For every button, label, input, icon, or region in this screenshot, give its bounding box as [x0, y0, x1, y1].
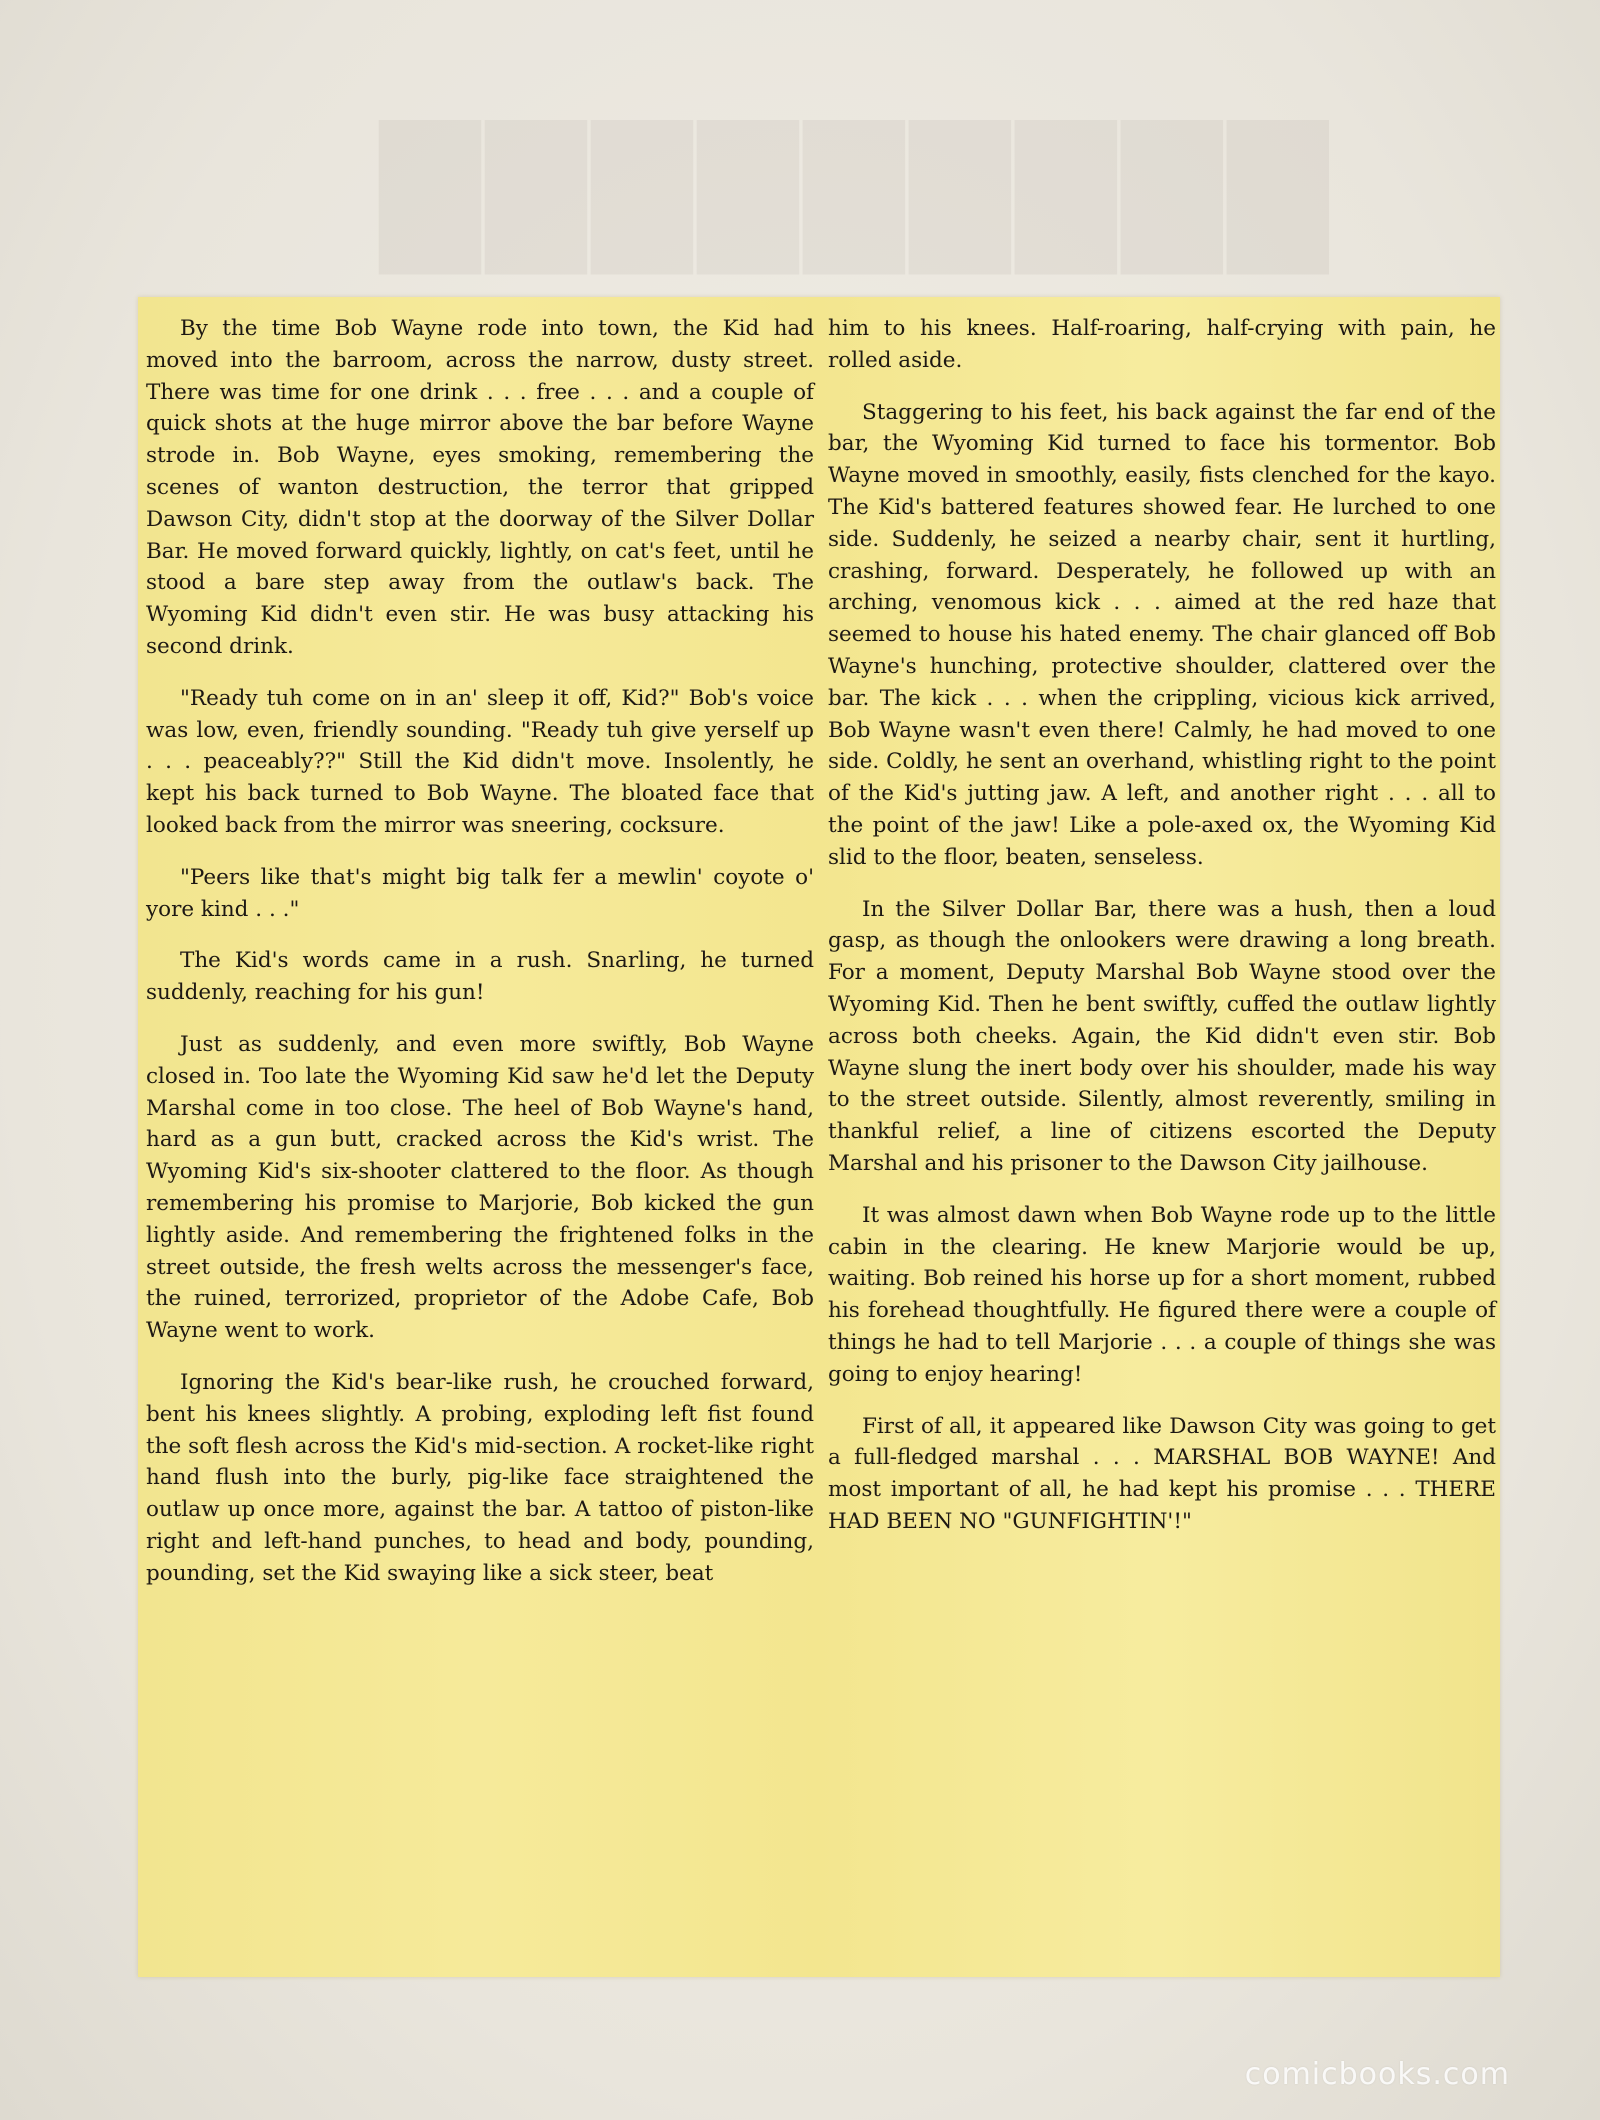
paragraph: "Ready tuh come on in an' sleep it off, Kid?" Bob's voice was low, even, friendly sounding. "Ready tuh give yerself up . . . peaceably??" Still the Kid didn't move. Insolently, he kept his back turned to Bob Wayne. The bloated face that looked back from the mirror was sneering, cocksure. — [146, 685, 814, 838]
paragraph: First of all, it appeared like Dawson City was going to get a full-fledged marshal . . . MARSHAL BOB WAYNE! And most important of all, he had kept his promise . . . THERE HAD BEEN NO "GUNFIGHTIN'!" — [828, 1413, 1496, 1534]
paragraph: By the time Bob Wayne rode into town, the Kid had moved into the barroom, across the narrow, dusty street. There was time for one drink . . . free . . . and a couple of quick shots at the huge mirror above the bar before Wayne strode in. Bob Wayne, eyes smoking, remembering the scenes of wanton destruction, the terror that gripped Dawson City, didn't stop at the doorway of the Silver Dollar Bar. He moved forward quickly, lightly, on cat's feet, until he stood a bare step away from the outlaw's back. The Wyoming Kid didn't even stir. He was busy attacking his second drink. — [146, 316, 814, 659]
story-text-panel — [138, 297, 1500, 1977]
site-watermark: comicbooks.com — [1244, 2057, 1510, 2092]
right-text-column — [828, 313, 1496, 1558]
left-text-column — [146, 313, 814, 1609]
faded-show-through-title: █████████ — [380, 120, 1334, 273]
paragraph: In the Silver Dollar Bar, there was a hush, then a loud gasp, as though the onlookers were drawing a long breath. For a moment, Deputy Marshal Bob Wayne stood over the Wyoming Kid. Then he bent swiftly, cuffed the outlaw lightly across both cheeks. Again, the Kid didn't even stir. Bob Wayne slung the inert body over his shoulder, made his way to the street outside. Silently, almost reverently, smiling in thankful relief, a line of citizens escorted the Deputy Marshal and his prisoner to the Dawson City jailhouse. — [828, 896, 1496, 1176]
paragraph: The Kid's words came in a rush. Snarling, he turned suddenly, reaching for his gun! — [146, 948, 814, 1006]
paragraph: Staggering to his feet, his back against the far end of the bar, the Wyoming Kid turned to face his tormentor. Bob Wayne moved in smoothly, easily, fists clenched for the kayo. The Kid's battered features showed fear. He lurched to one side. Suddenly, he seized a nearby chair, sent it hurtling, crashing, forward. Desperately, he followed up with an arching, venomous kick . . . aimed at the red haze that seemed to house his hated enemy. The chair glanced off Bob Wayne's hunching, protective shoulder, clattered over the bar. The kick . . . when the crippling, vicious kick arrived, Bob Wayne wasn't even there! Calmly, he had moved to one side. Coldly, he sent an overhand, whistling right to the point of the Kid's jutting jaw. A left, and another right . . . all to the point of the jaw! Like a pole-axed ox, the Wyoming Kid slid to the floor, beaten, senseless. — [828, 399, 1496, 870]
paragraph: Ignoring the Kid's bear-like rush, he crouched forward, bent his knees slightly. A probing, exploding left fist found the soft flesh across the Kid's mid-section. A rocket-like right hand flush into the burly, pig-like face straightened the outlaw up once more, against the bar. A tattoo of piston-like right and left-hand punches, to head and body, pounding, pounding, set the Kid swaying like a sick steer, beat — [146, 1369, 814, 1586]
paragraph: It was almost dawn when Bob Wayne rode up to the little cabin in the clearing. He knew Marjorie would be up, waiting. Bob reined his horse up for a short moment, rubbed his forehead thoughtfully. He figured there were a couple of things he had to tell Marjorie . . . a couple of things she was going to enjoy hearing! — [828, 1202, 1496, 1387]
paragraph: him to his knees. Half-roaring, half-crying with pain, he rolled aside. — [828, 316, 1496, 373]
paragraph: Just as suddenly, and even more swiftly, Bob Wayne closed in. Too late the Wyoming Kid saw he'd let the Deputy Marshal come in too close. The heel of Bob Wayne's hand, hard as a gun butt, cracked across the Kid's wrist. The Wyoming Kid's six-shooter clattered to the floor. As though remembering his promise to Marjorie, Bob kicked the gun lightly aside. And remembering the frightened folks in the street outside, the fresh welts across the messenger's face, the ruined, terrorized, proprietor of the Adobe Cafe, Bob Wayne went to work. — [146, 1031, 814, 1344]
paragraph: "Peers like that's might big talk fer a mewlin' coyote o' yore kind . . ." — [146, 864, 814, 922]
